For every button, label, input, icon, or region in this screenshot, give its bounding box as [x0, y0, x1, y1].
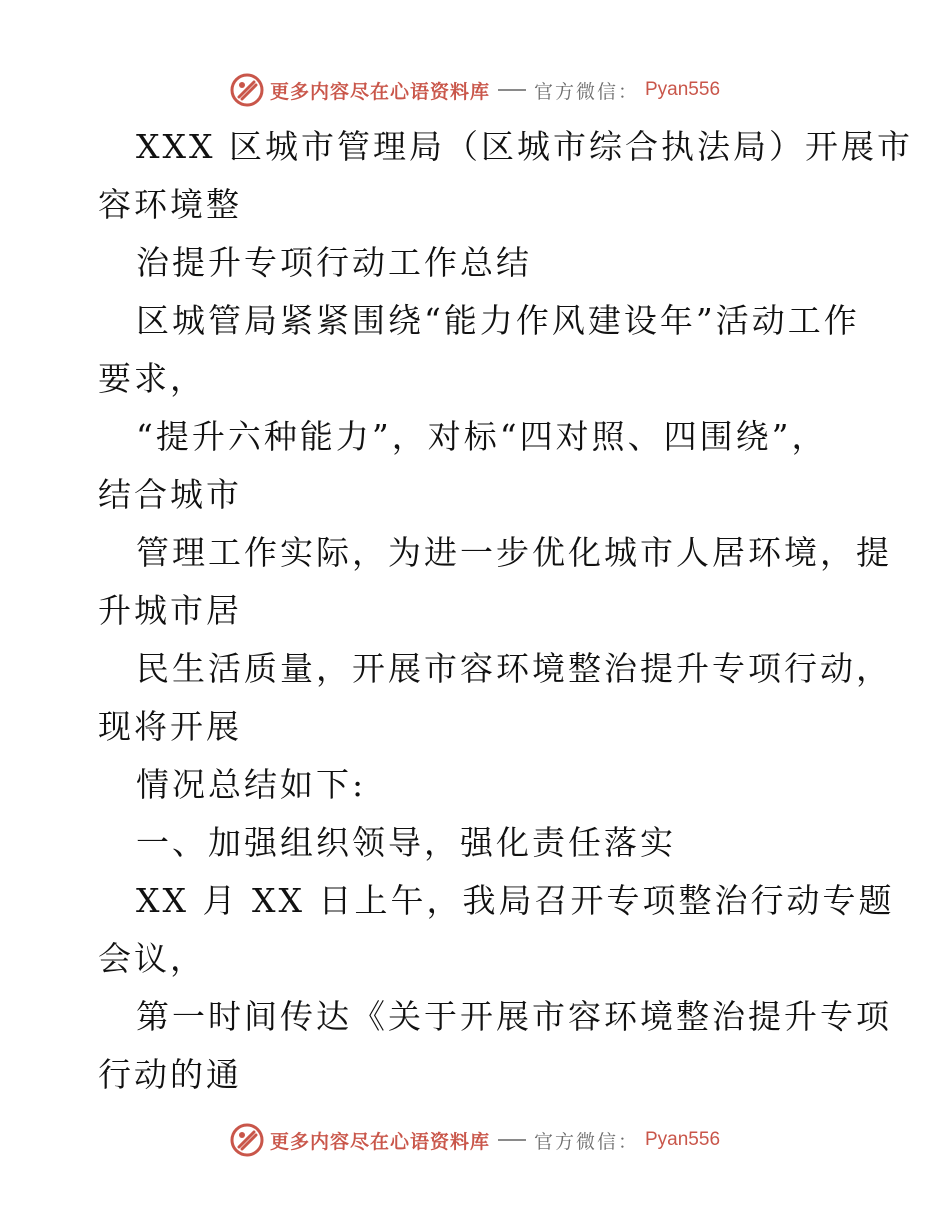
paragraph-line: XX 月 XX 日上午，我局召开专项整治行动专题: [136, 881, 895, 920]
paragraph-line: 区城管局紧紧围绕“能力作风建设年”活动工作: [136, 301, 860, 340]
header-watermark: [0, 70, 950, 110]
brand-logo-icon: [230, 73, 264, 107]
paragraph-line: 情况总结如下:: [136, 765, 367, 804]
paragraph-line: 民生活质量，开展市容环境整治提升专项行动，: [136, 649, 892, 688]
brand-logo-icon: [230, 1123, 264, 1157]
paragraph-line: 第一时间传达《关于开展市容环境整治提升专项: [136, 997, 892, 1036]
paragraph-line: 会议，: [98, 939, 206, 978]
title-line-1: XXX 区城市管理局（区城市综合执法局）开展市: [136, 127, 913, 166]
watermark-dash: [498, 89, 526, 91]
paragraph-line: 升城市居: [98, 591, 242, 630]
paragraph-line: 管理工作实际，为进一步优化城市人居环境，提: [136, 533, 892, 572]
paragraph-line: 结合城市: [98, 475, 242, 514]
watermark-official-label: 官方微信：: [533, 80, 639, 103]
watermark-brand-text: 更多内容尽在心语资料库: [269, 1130, 490, 1153]
title-line-2: 容环境整: [98, 185, 242, 224]
watermark-brand-text: 更多内容尽在心语资料库: [269, 80, 490, 103]
document-body: [98, 118, 913, 1104]
watermark-wechat-id: Pyan556: [645, 1129, 721, 1150]
paragraph-line: 现将开展: [98, 707, 242, 746]
paragraph-line: “提升六种能力”，对标“四对照、四围绕”，: [136, 417, 828, 456]
paragraph-line: 要求，: [98, 359, 206, 398]
watermark-wechat-id: Pyan556: [645, 79, 721, 100]
footer-watermark: [0, 1120, 950, 1160]
title-line-3: 治提升专项行动工作总结: [136, 243, 532, 282]
watermark-dash: [498, 1139, 526, 1141]
paragraph-line: 行动的通: [98, 1055, 242, 1094]
watermark-official-label: 官方微信：: [533, 1130, 639, 1153]
section-heading: 一、加强组织领导，强化责任落实: [136, 823, 676, 862]
